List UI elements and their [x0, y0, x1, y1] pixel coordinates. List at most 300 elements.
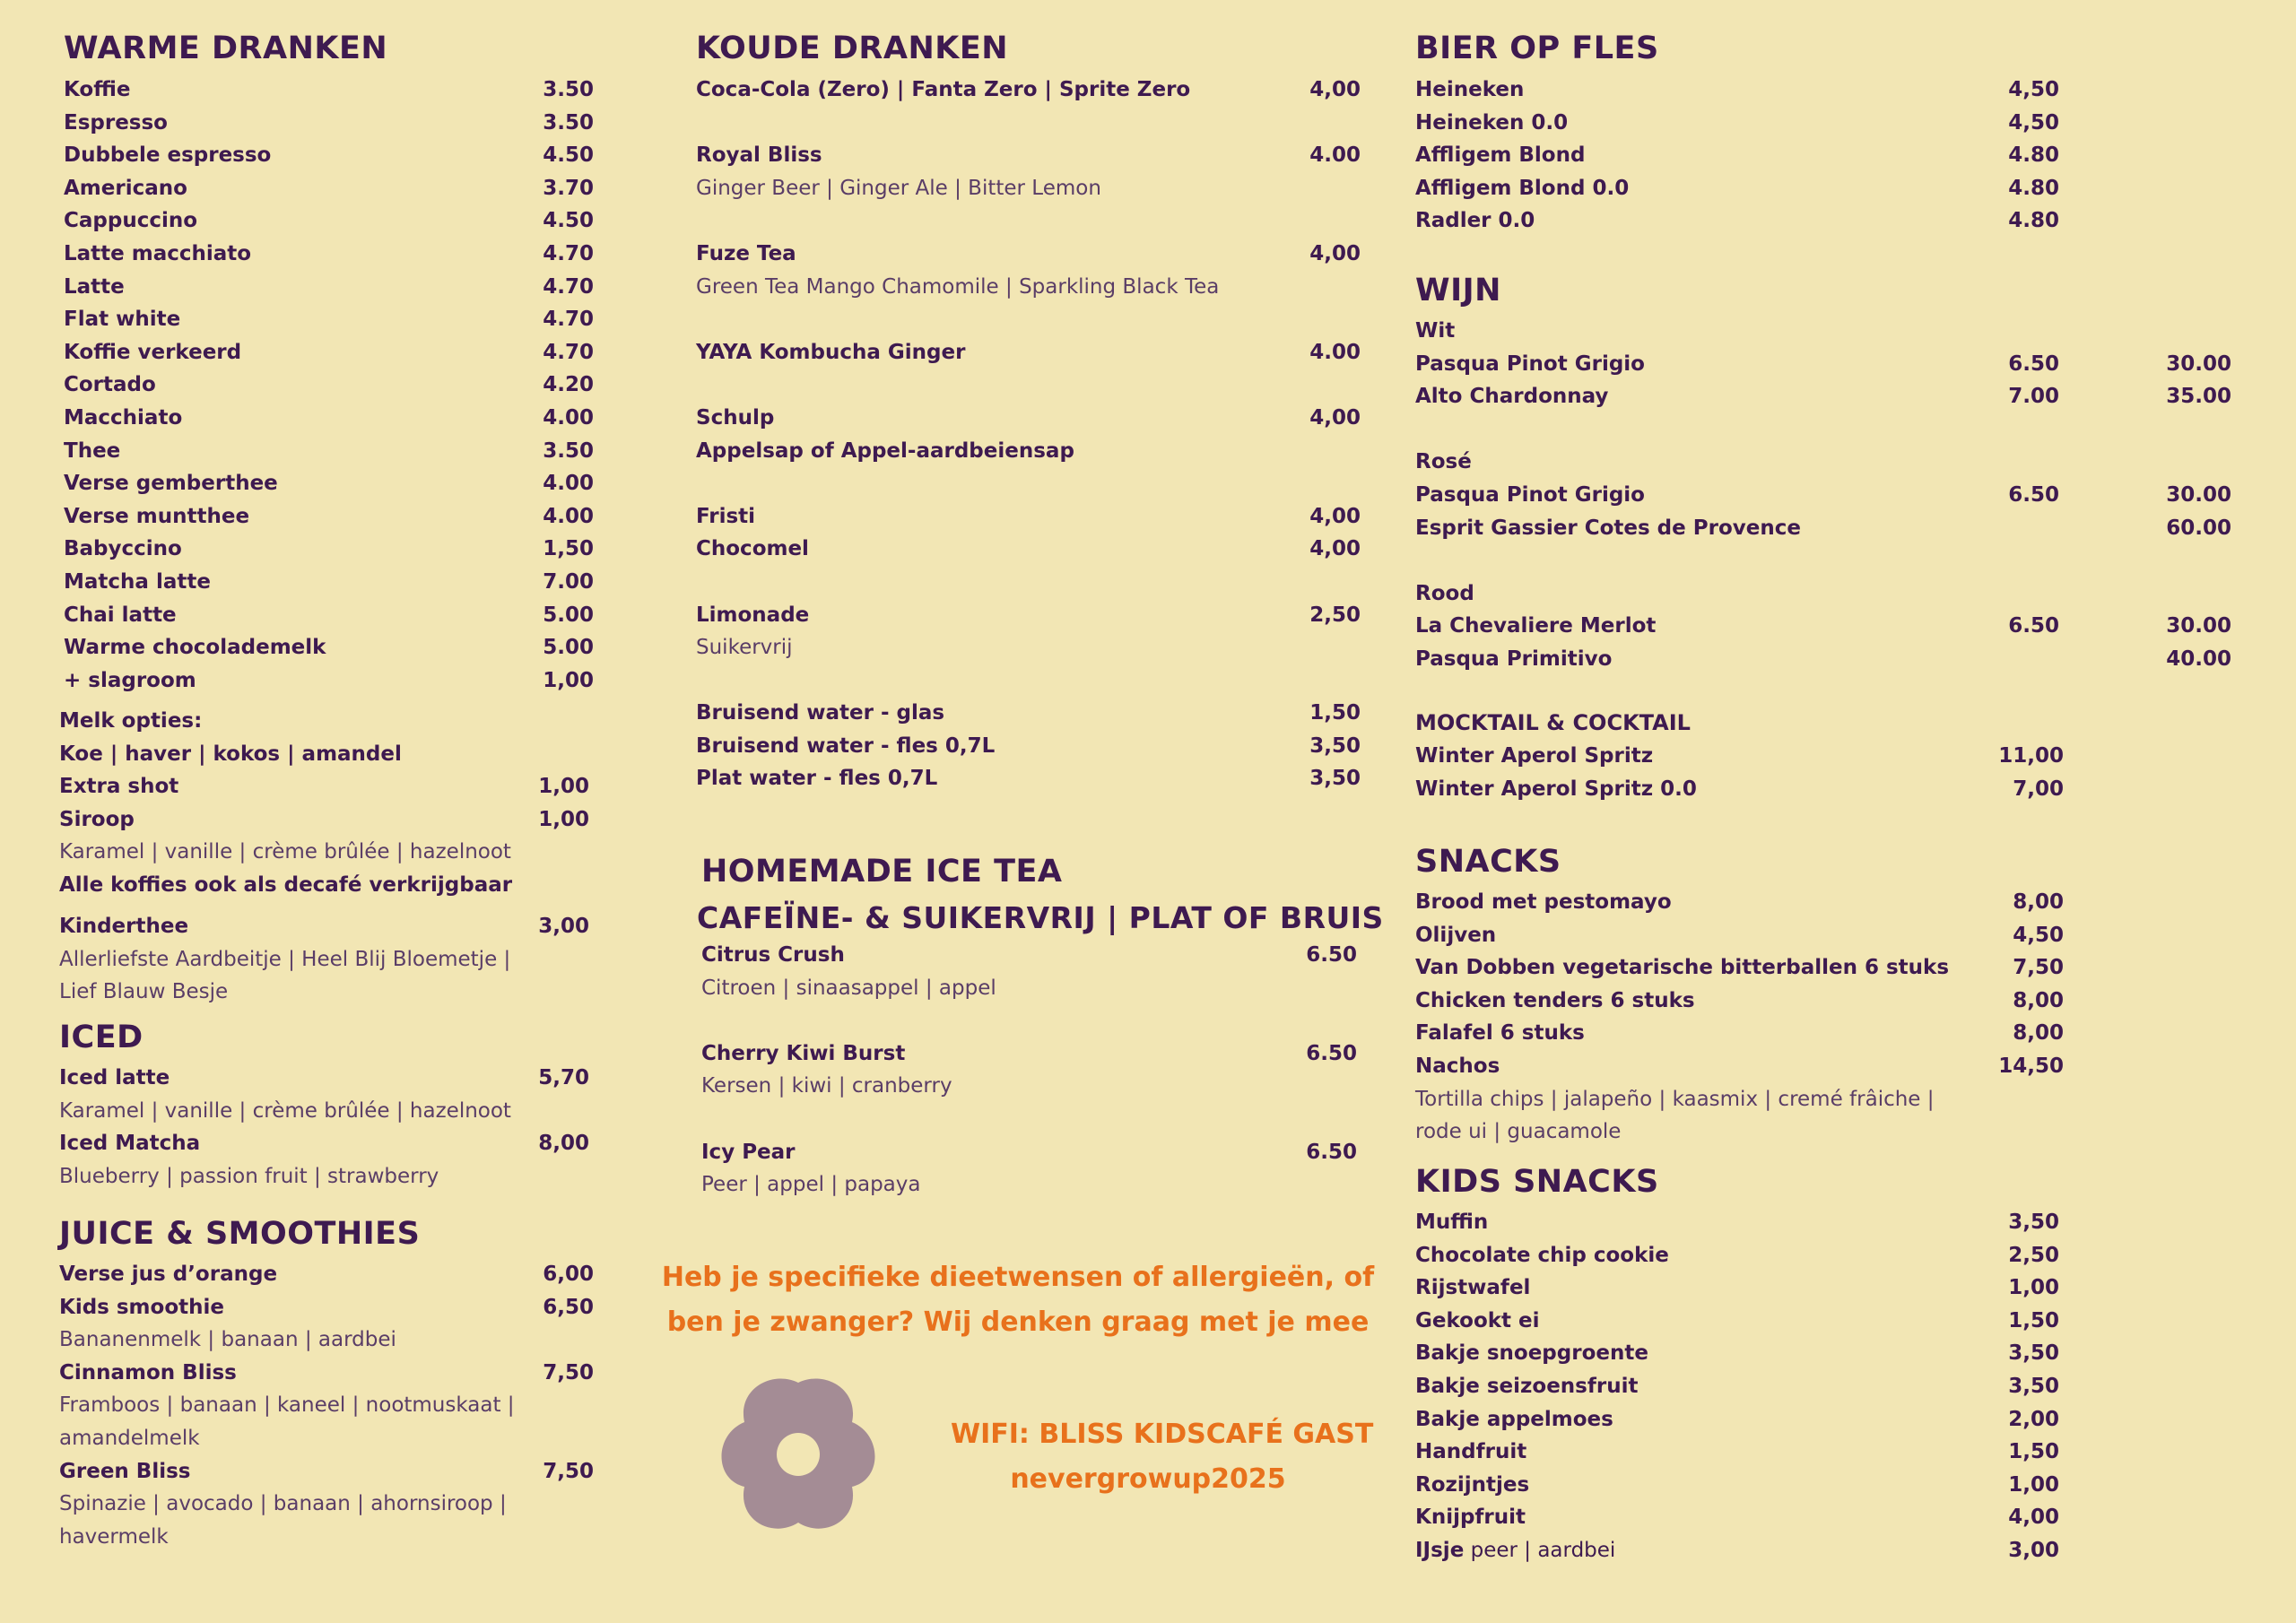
item-name-text: Pasqua Pinot Grigio — [1415, 482, 1645, 507]
item-price: 14,50 — [1998, 1054, 2064, 1078]
menu-item — [1381, 172, 2296, 205]
wifi-info — [951, 1412, 1374, 1502]
menu-item — [0, 204, 646, 238]
item-name-text: Cortado — [64, 373, 156, 397]
menu-item — [0, 664, 646, 698]
item-name-text: La Chevaliere Merlot — [1415, 614, 1657, 638]
item-name-text: Green Tea Mango Chamomile | Sparkling Black Tea — [696, 274, 1220, 299]
item-name — [59, 738, 402, 771]
section-title-juice-smoothies: JUICE & SMOOTHIES — [59, 1216, 421, 1252]
section-title-kids-snacks: KIDS SNACKS — [1415, 1164, 1659, 1200]
menu-item — [0, 238, 646, 271]
menu-item — [0, 943, 646, 976]
item-name-text: Tortilla chips | jalapeño | kaasmix | cremé frâiche | — [1415, 1087, 1935, 1111]
item-price: 3.50 — [543, 110, 594, 135]
menu-item — [1381, 1305, 2296, 1338]
menu-item — [646, 730, 1381, 763]
menu-item — [1381, 348, 2296, 381]
item-name-text: Rozijntjes — [1415, 1472, 1530, 1497]
item-name — [1415, 1239, 1669, 1272]
item-name — [59, 1258, 277, 1291]
menu-item — [1381, 1403, 2296, 1436]
item-price: 4,00 — [1309, 241, 1361, 265]
section-kids-snacks — [1381, 1206, 2296, 1567]
wifi-password: nevergrowup2025 — [1010, 1463, 1286, 1495]
item-price: 3,50 — [1309, 767, 1361, 791]
item-name — [1415, 1436, 1526, 1469]
item-name — [696, 730, 995, 763]
item-name-text: Bakje seizoensfruit — [1415, 1374, 1639, 1398]
item-name — [696, 402, 774, 435]
menu-item — [646, 533, 1381, 566]
item-price: 1,00 — [2008, 1472, 2059, 1497]
menu-item — [0, 1291, 646, 1324]
item-name-text: Wit — [1415, 319, 1456, 343]
item-price: 4.80 — [2008, 176, 2059, 200]
item-description — [701, 1070, 952, 1103]
item-name-text: Blueberry | passion fruit | strawberry — [59, 1164, 439, 1188]
item-name-text: + slagroom — [64, 668, 196, 692]
item-name — [59, 1357, 237, 1390]
menu-item — [646, 500, 1381, 534]
menu-item — [1381, 479, 2296, 512]
menu-item — [0, 910, 646, 943]
item-name — [1415, 1337, 1648, 1370]
item-price: 4.80 — [2008, 209, 2059, 233]
item-price: 7,00 — [2013, 777, 2064, 801]
menu-item — [1381, 1115, 2296, 1149]
item-price: 4,00 — [1309, 504, 1361, 528]
item-name-text: Chocolate chip cookie — [1415, 1243, 1669, 1267]
item-name — [1415, 315, 1455, 348]
menu-item — [1381, 1271, 2296, 1305]
item-name — [1415, 1017, 1585, 1050]
item-name-text: Radler 0.0 — [1415, 209, 1535, 233]
item-name — [64, 172, 187, 205]
item-price: 4.70 — [543, 340, 594, 364]
item-price: 4,00 — [1309, 78, 1361, 101]
item-name — [64, 500, 249, 534]
item-name-text: Rosé — [1415, 450, 1472, 474]
section-bier-op-fles — [1381, 74, 2296, 238]
menu-item — [1381, 1239, 2296, 1272]
item-description — [696, 172, 1101, 205]
item-name — [696, 533, 809, 566]
item-name-text: Affligem Blond — [1415, 143, 1586, 168]
item-name-text: havermelk — [59, 1524, 169, 1549]
menu-item — [646, 1070, 1381, 1103]
menu-item — [0, 271, 646, 304]
item-name — [64, 204, 197, 238]
item-price: 7.00 — [2008, 385, 2059, 409]
menu-item — [0, 770, 646, 803]
item-name-text: Chai latte — [64, 603, 177, 627]
item-name — [59, 869, 512, 902]
menu-item — [0, 1095, 646, 1128]
item-name-text: Winter Aperol Spritz 0.0 — [1415, 777, 1697, 801]
item-name-text: Pasqua Primitivo — [1415, 647, 1613, 671]
item-name-text: Icy Pear — [701, 1140, 796, 1164]
item-name-text: Coca-Cola (Zero) | Fanta Zero | Sprite Zero — [696, 78, 1191, 101]
item-name — [1415, 577, 1474, 611]
spacer — [646, 204, 1381, 238]
menu-item — [0, 705, 646, 738]
item-name-text: Chocomel — [696, 537, 809, 561]
item-name-text: Van Dobben vegetarische bitterballen 6 stuks — [1415, 956, 1950, 980]
item-name — [1415, 1271, 1530, 1305]
menu-item — [646, 172, 1381, 205]
menu-item — [1381, 919, 2296, 952]
item-price: 1,50 — [2008, 1308, 2059, 1332]
icetea-subtitle: CAFEÏNE- & SUIKERVRIJ | PLAT OF BRUIS — [697, 900, 1384, 935]
item-name-text: Pasqua Pinot Grigio — [1415, 352, 1645, 376]
item-name — [1415, 204, 1535, 238]
item-name-text: Cinnamon Bliss — [59, 1360, 237, 1384]
menu-item — [1381, 1370, 2296, 1403]
item-price: 4.00 — [1309, 143, 1361, 168]
menu-item — [0, 74, 646, 107]
item-name — [701, 1037, 905, 1071]
item-name-text: Handfruit — [1415, 1440, 1527, 1464]
menu-item — [1381, 1083, 2296, 1116]
menu-item — [646, 271, 1381, 304]
item-name — [64, 402, 182, 435]
section-snacks — [1381, 886, 2296, 1149]
item-name-text: Brood met pestomayo — [1415, 890, 1672, 914]
item-price: 1,00 — [2008, 1276, 2059, 1300]
section-title-wijn: WIJN — [1415, 273, 1501, 308]
item-name — [696, 74, 1190, 107]
item-price: 3,50 — [2008, 1374, 2059, 1398]
item-name-text: Appelsap of Appel-aardbeiensap — [696, 438, 1074, 463]
item-name-text: Iced Matcha — [59, 1132, 201, 1156]
item-name-text: Fristi — [696, 504, 756, 528]
item-name — [1415, 74, 1524, 107]
item-name — [696, 336, 965, 369]
item-name-text: Bakje snoepgroente — [1415, 1341, 1648, 1366]
item-name — [1415, 985, 1695, 1018]
item-price: 6,00 — [543, 1263, 594, 1286]
item-name-text: Winter Aperol Spritz — [1415, 744, 1654, 768]
item-price: 4,50 — [2008, 78, 2059, 101]
item-name-text: Esprit Gassier Cotes de Provence — [1415, 516, 1801, 540]
item-price: 4.20 — [543, 373, 594, 397]
item-name-text: Latte macchiato — [64, 241, 252, 265]
menu-item — [646, 1037, 1381, 1071]
item-price: 4.70 — [543, 241, 594, 265]
item-price: 4.70 — [543, 274, 594, 299]
spacer — [646, 1103, 1381, 1136]
menu-item — [646, 1168, 1381, 1202]
menu-item — [1381, 204, 2296, 238]
item-price: 4,50 — [2008, 110, 2059, 135]
item-price: 3,50 — [2008, 1211, 2059, 1234]
menu-item — [0, 107, 646, 140]
menu-item — [0, 172, 646, 205]
section-koude-dranken — [646, 74, 1381, 795]
section-title-warme-dranken: WARME DRANKEN — [64, 30, 388, 66]
item-name — [1415, 172, 1629, 205]
menu-item — [1381, 446, 2296, 479]
menu-item — [646, 238, 1381, 271]
item-name-text: IJsje — [1415, 1538, 1465, 1562]
item-price: 1,50 — [543, 537, 594, 561]
item-name — [59, 705, 202, 738]
item-name — [1415, 139, 1585, 172]
item-name — [701, 939, 845, 972]
item-price: 3.50 — [543, 438, 594, 463]
menu-item — [0, 369, 646, 402]
menu-item — [646, 435, 1381, 468]
menu-item — [1381, 1469, 2296, 1502]
item-price: 7,50 — [543, 1459, 594, 1483]
menu-item — [0, 1357, 646, 1390]
item-name-text: Framboos | banaan | kaneel | nootmuskaat | — [59, 1393, 515, 1418]
item-name — [1415, 1469, 1529, 1502]
item-name — [1415, 1370, 1638, 1403]
item-name — [64, 336, 241, 369]
item-name-text: Knijpfruit — [1415, 1506, 1526, 1530]
menu-item — [1381, 643, 2296, 676]
item-name — [64, 238, 251, 271]
item-description: peer | aardbei — [1464, 1538, 1616, 1562]
item-price: 8,00 — [538, 1132, 589, 1156]
item-name-text: Green Bliss — [59, 1459, 191, 1483]
item-name — [1415, 1403, 1613, 1436]
menu-item — [1381, 1501, 2296, 1534]
spacer — [646, 467, 1381, 500]
menu-item — [0, 1488, 646, 1521]
item-name-text: Alto Chardonnay — [1415, 385, 1609, 409]
item-name — [64, 107, 168, 140]
item-price: 5.00 — [543, 603, 594, 627]
item-name-text: Matcha latte — [64, 569, 211, 594]
item-name — [1415, 1305, 1540, 1338]
item-price: 7,50 — [543, 1360, 594, 1384]
menu-item — [0, 869, 646, 902]
item-name — [64, 467, 278, 500]
item-name-text: Heineken — [1415, 78, 1525, 101]
flower-logo-icon — [718, 1376, 879, 1533]
item-name — [1415, 1501, 1526, 1534]
item-name-text: Dubbele espresso — [64, 143, 272, 168]
menu-item — [646, 631, 1381, 664]
item-name — [59, 1062, 170, 1095]
menu-item — [1381, 577, 2296, 611]
item-name-text: Americano — [64, 176, 187, 200]
item-description — [59, 1422, 200, 1455]
menu-item — [0, 1389, 646, 1422]
menu-item — [1381, 985, 2296, 1018]
item-name-text: Bakje appelmoes — [1415, 1407, 1613, 1431]
item-name-text: Karamel | vanille | crème brûlée | hazelnoot — [59, 1098, 511, 1123]
item-name-text: Latte — [64, 274, 125, 299]
item-name — [59, 1455, 190, 1488]
item-name-text: Macchiato — [64, 405, 183, 430]
menu-item — [0, 1127, 646, 1160]
item-price: 2,00 — [2008, 1407, 2059, 1431]
item-name-text: Spinazie | avocado | banaan | ahornsiroop | — [59, 1492, 507, 1516]
item-name-text: rode ui | guacamole — [1415, 1120, 1622, 1144]
item-price: 3,00 — [538, 915, 589, 938]
spacer — [646, 664, 1381, 698]
item-name — [701, 1136, 796, 1169]
item-name — [59, 910, 188, 943]
item-description — [701, 1168, 920, 1202]
allergy-notice-line-2: ben je zwanger? Wij denken graag met je mee — [666, 1306, 1370, 1338]
menu-item — [1381, 886, 2296, 919]
item-price: 8,00 — [2013, 890, 2064, 914]
menu-item — [0, 631, 646, 664]
item-name — [696, 697, 944, 730]
section-title-snacks: SNACKS — [1415, 844, 1561, 880]
menu-item — [1381, 773, 2296, 806]
menu-item — [0, 467, 646, 500]
menu-item — [0, 1521, 646, 1554]
item-description — [59, 1095, 511, 1128]
item-name — [1415, 740, 1653, 773]
item-name — [1415, 348, 1645, 381]
item-price-bottle: 30.00 — [2166, 614, 2231, 638]
item-name-text: Nachos — [1415, 1054, 1500, 1078]
item-name-text: Koe | haver | kokos | amandel — [59, 742, 402, 766]
menu-item — [1381, 107, 2296, 140]
menu-item — [1381, 1206, 2296, 1239]
item-name-text: amandelmelk — [59, 1426, 200, 1450]
item-name-text: Lief Blauw Besje — [59, 980, 229, 1004]
item-price: 4,00 — [2008, 1506, 2059, 1530]
item-name-text: Karamel | vanille | crème brûlée | hazelnoot — [59, 840, 511, 864]
item-name — [1415, 512, 1801, 545]
item-name — [1415, 951, 1949, 985]
item-name-text: Plat water - fles 0,7L — [696, 767, 938, 791]
item-name — [64, 631, 326, 664]
item-name-text: Cappuccino — [64, 209, 198, 233]
item-description — [696, 271, 1219, 304]
item-price: 4.00 — [543, 405, 594, 430]
menu-item — [646, 336, 1381, 369]
menu-item — [0, 566, 646, 599]
item-price: 1,50 — [2008, 1440, 2059, 1464]
menu-item — [0, 599, 646, 632]
item-price: 1,00 — [543, 668, 594, 692]
item-name-text: Bruisend water - fles 0,7L — [696, 733, 996, 758]
item-name — [1415, 1534, 1615, 1567]
item-price: 3,50 — [1309, 733, 1361, 758]
item-price: 6.50 — [2008, 352, 2059, 376]
item-price: 6.50 — [1306, 943, 1357, 967]
menu-item — [646, 402, 1381, 435]
menu-item — [0, 402, 646, 435]
item-price: 4.00 — [1309, 340, 1361, 364]
item-name-text: Limonade — [696, 603, 810, 627]
item-price: 2,50 — [2008, 1243, 2059, 1267]
item-name — [1415, 1050, 1500, 1083]
item-name — [64, 599, 177, 632]
item-name — [64, 139, 271, 172]
menu-item — [1381, 1337, 2296, 1370]
item-price: 8,00 — [2013, 1021, 2064, 1046]
item-price: 3,00 — [2008, 1538, 2059, 1562]
section-mocktail-cocktail — [1381, 740, 2296, 805]
item-price: 4.70 — [543, 308, 594, 332]
menu-item — [0, 1258, 646, 1291]
item-name — [1415, 886, 1672, 919]
menu-item — [1381, 1050, 2296, 1083]
menu-item — [0, 1324, 646, 1357]
item-name — [696, 238, 796, 271]
section-homemade-ice-tea — [646, 939, 1381, 1202]
section-title-mocktail-cocktail: MOCKTAIL & COCKTAIL — [1415, 710, 1691, 735]
item-name-text: Peer | appel | papaya — [701, 1173, 921, 1197]
item-name-text: YAYA Kombucha Ginger — [696, 340, 966, 364]
item-description — [701, 972, 996, 1005]
spacer — [646, 303, 1381, 336]
item-name-text: Citrus Crush — [701, 943, 845, 967]
item-name-text: Muffin — [1415, 1211, 1489, 1234]
item-price: 3.50 — [543, 78, 594, 101]
item-name — [1415, 380, 1608, 413]
item-name-text: Iced latte — [59, 1066, 170, 1089]
item-price: 11,00 — [1998, 744, 2064, 768]
item-name — [696, 139, 822, 172]
section-title-iced: ICED — [59, 1020, 144, 1055]
item-name — [59, 770, 178, 803]
item-price: 4,50 — [2013, 923, 2064, 947]
item-price: 6.50 — [2008, 614, 2059, 638]
section-warme-dranken — [0, 74, 646, 697]
spacer — [1381, 544, 2296, 577]
item-name-text: Extra shot — [59, 775, 179, 799]
menu-item — [1381, 512, 2296, 545]
item-description — [59, 976, 228, 1009]
item-name-text: Allerliefste Aardbeitje | Heel Blij Bloemetje | — [59, 947, 511, 971]
spacer — [1381, 413, 2296, 447]
menu-item — [0, 836, 646, 869]
item-price-bottle: 30.00 — [2166, 352, 2231, 376]
wifi-network: WIFI: BLISS KIDSCAFÉ GAST — [951, 1419, 1374, 1450]
item-name-text: Melk opties: — [59, 709, 203, 733]
item-name — [64, 566, 211, 599]
item-name — [1415, 107, 1568, 140]
item-name-text: Warme chocolademelk — [64, 636, 326, 660]
menu-item — [0, 1455, 646, 1488]
item-name — [1415, 610, 1656, 643]
item-price: 4.00 — [543, 504, 594, 528]
item-price: 4.80 — [2008, 143, 2059, 168]
item-name-text: Espresso — [64, 110, 168, 135]
item-price-bottle: 35.00 — [2166, 385, 2231, 409]
item-price: 1,00 — [538, 807, 589, 831]
item-name — [1415, 479, 1645, 512]
menu-item — [646, 1136, 1381, 1169]
item-price: 5,70 — [538, 1066, 589, 1089]
item-price: 3,50 — [2008, 1341, 2059, 1366]
menu-item — [646, 139, 1381, 172]
menu-item — [0, 1160, 646, 1193]
item-price: 3.70 — [543, 176, 594, 200]
item-name — [64, 369, 156, 402]
item-name — [1415, 446, 1472, 479]
item-name-text: Schulp — [696, 405, 775, 430]
item-name-text: Cherry Kiwi Burst — [701, 1041, 906, 1065]
menu-item — [646, 972, 1381, 1005]
section-title-bier-op-fles: BIER OP FLES — [1415, 30, 1659, 66]
item-name — [696, 599, 809, 632]
menu-item — [0, 336, 646, 369]
menu-item — [1381, 139, 2296, 172]
item-price: 6.50 — [1306, 1140, 1357, 1164]
